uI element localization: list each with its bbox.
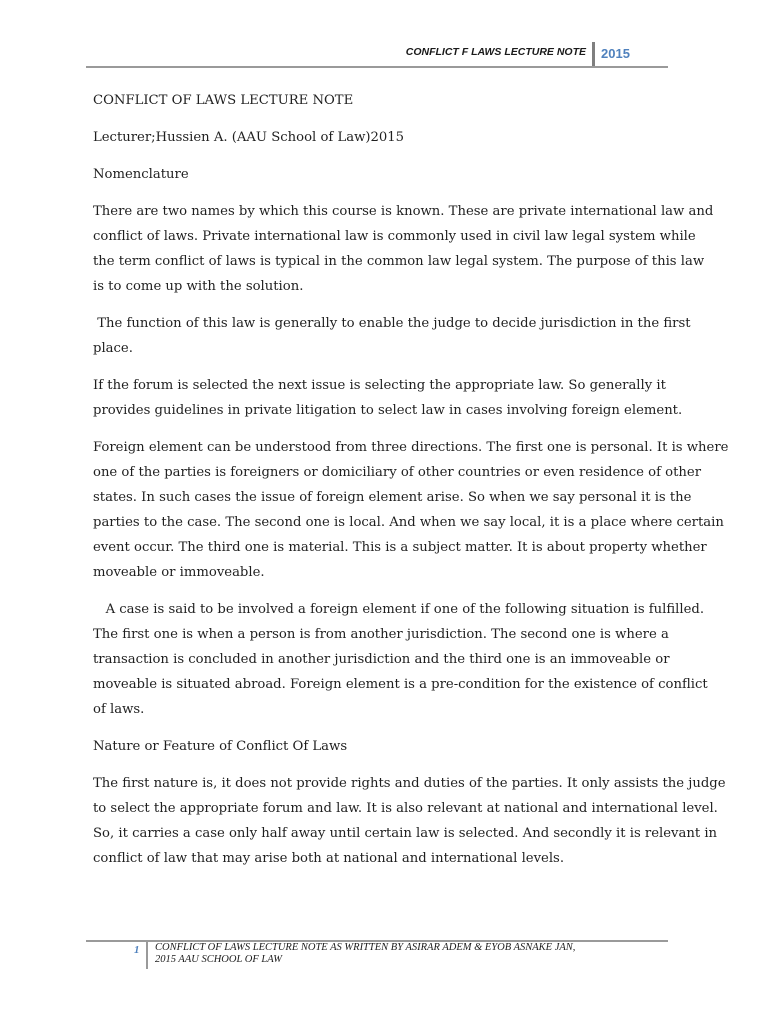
paragraph-line: A case is said to be involved a foreign element if one of the following situation is fulfilled. — [93, 602, 705, 617]
header-divider — [592, 42, 595, 68]
paragraph-line: Foreign element can be understood from three directions. The first one is personal. It is where — [93, 440, 729, 455]
paragraph-line: conflict of laws. Private international law is commonly used in civil law legal system while — [93, 229, 696, 244]
footer-text-line: CONFLICT OF LAWS LECTURE NOTE AS WRITTEN BY ASIRAR ADEM & EYOB ASNAKE JAN, — [155, 942, 576, 953]
document-title: CONFLICT OF LAWS LECTURE NOTE — [93, 93, 354, 108]
paragraph-line: the term conflict of laws is typical in the common law legal system. The purpose of this law — [93, 254, 705, 269]
paragraph-function — [93, 311, 691, 361]
lecturer-line: Lecturer;Hussien A. (AAU School of Law)2015 — [93, 130, 405, 145]
paragraph-line: to select the appropriate forum and law. It is also relevant at national and international level. — [93, 801, 718, 816]
paragraph-line: states. In such cases the issue of foreign element arise. So when we say personal it is the — [93, 490, 692, 505]
paragraph-line: The first nature is, it does not provide rights and duties of the parties. It only assists the judge — [93, 776, 726, 791]
header-title: CONFLICT F LAWS LECTURE NOTE — [405, 46, 586, 58]
paragraph-line: place. — [93, 341, 133, 356]
paragraph-forum — [93, 373, 683, 423]
paragraph-line: The first one is when a person is from another jurisdiction. The second one is where a — [93, 627, 669, 642]
paragraph-line: event occur. The third one is material. This is a subject matter. It is about property whether — [93, 540, 707, 555]
paragraph-foreign-element — [93, 435, 729, 585]
paragraph-line: is to come up with the solution. — [93, 279, 304, 294]
page-number: 1 — [134, 944, 140, 956]
footer-divider — [146, 941, 148, 969]
paragraph-line: moveable is situated abroad. Foreign element is a pre-condition for the existence of conflict — [93, 677, 708, 692]
paragraph-case-foreign — [93, 597, 708, 722]
paragraph-line: of laws. — [93, 702, 145, 717]
paragraph-line: transaction is concluded in another jurisdiction and the third one is an immoveable or — [93, 652, 670, 667]
footer-text-line: 2015 AAU SCHOOL OF LAW — [155, 954, 282, 965]
paragraph-line: provides guidelines in private litigation to select law in cases involving foreign element. — [93, 403, 683, 418]
paragraph-line: one of the parties is foreigners or domiciliary of other countries or even residence of other — [93, 465, 702, 480]
paragraph-names — [93, 199, 714, 299]
paragraph-line: moveable or immoveable. — [93, 565, 265, 580]
footer-text — [155, 942, 675, 966]
paragraph-line: The function of this law is generally to enable the judge to decide jurisdiction in the first — [93, 316, 691, 331]
document-body — [93, 88, 729, 871]
header-rule — [86, 66, 668, 68]
header-year: 2015 — [601, 46, 630, 61]
paragraph-line: parties to the case. The second one is local. And when we say local, it is a place where certain — [93, 515, 724, 530]
paragraph-nature — [93, 771, 726, 871]
paragraph-line: If the forum is selected the next issue is selecting the appropriate law. So generally it — [93, 378, 666, 393]
paragraph-line: conflict of law that may arise both at national and international levels. — [93, 851, 565, 866]
paragraph-line: There are two names by which this course is known. These are private international law and — [93, 204, 714, 219]
section-heading-nomenclature: Nomenclature — [93, 167, 189, 182]
section-heading-nature: Nature or Feature of Conflict Of Laws — [93, 739, 348, 754]
paragraph-line: So, it carries a case only half away until certain law is selected. And secondly it is relevant in — [93, 826, 718, 841]
